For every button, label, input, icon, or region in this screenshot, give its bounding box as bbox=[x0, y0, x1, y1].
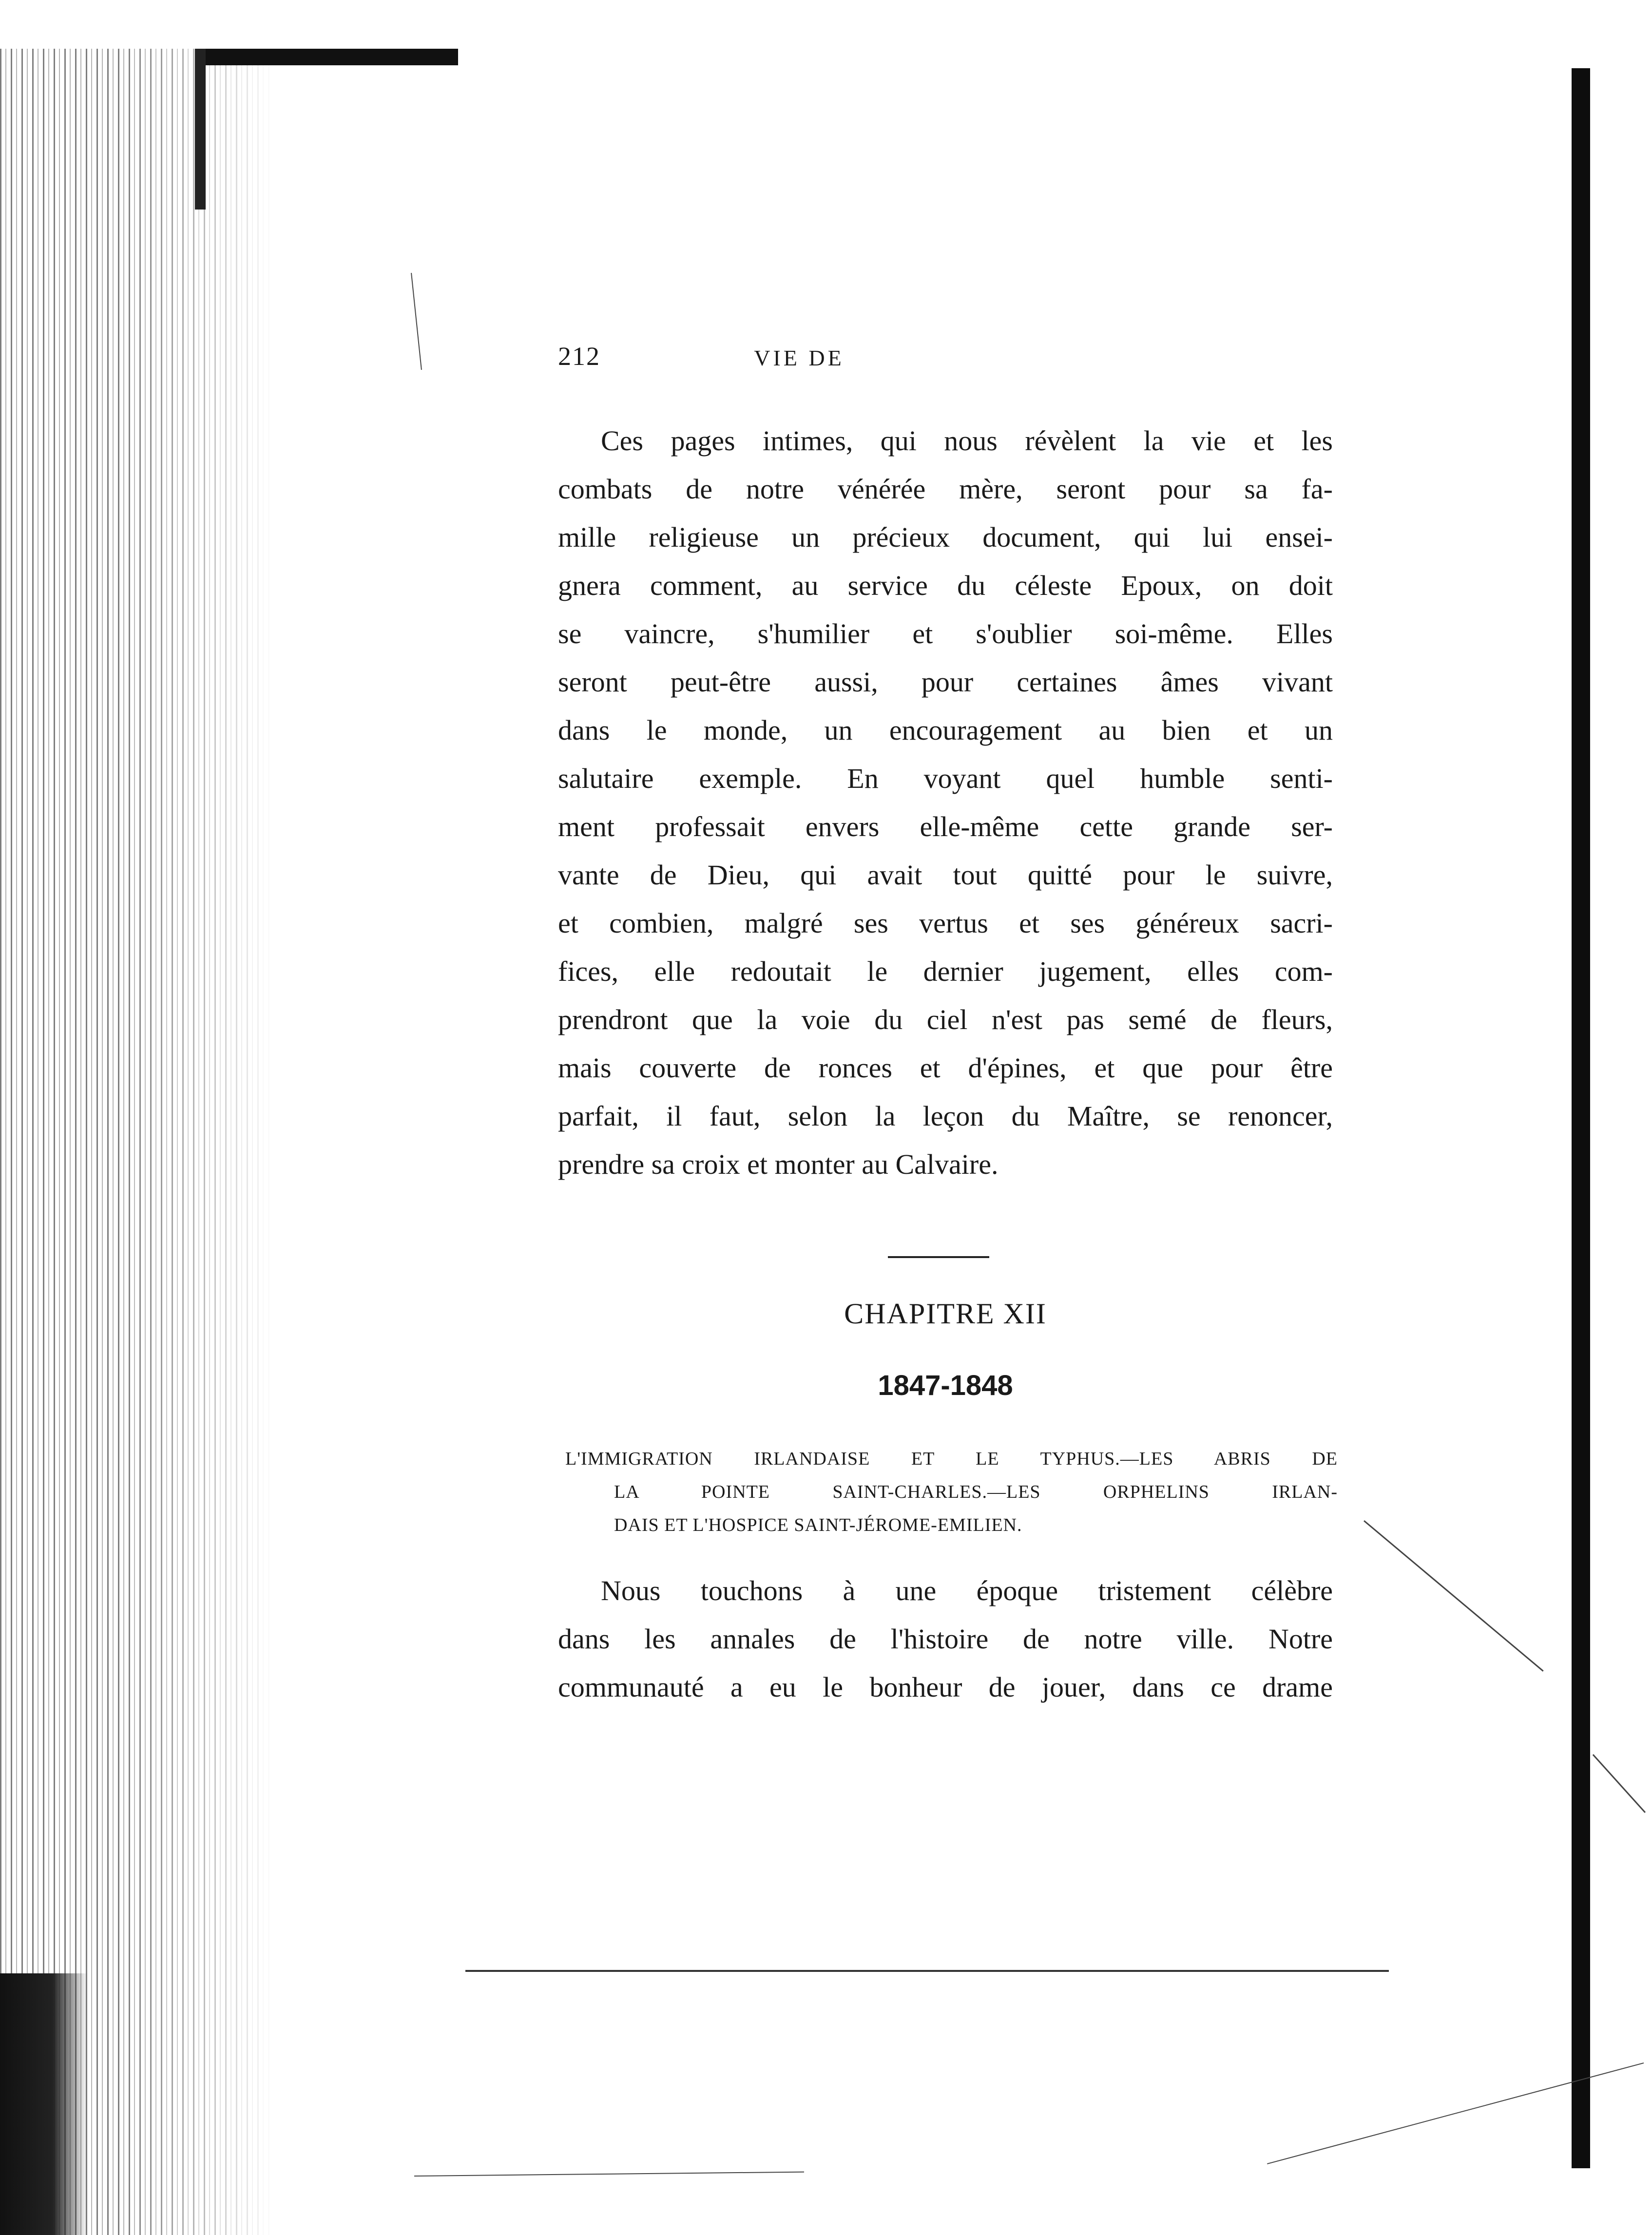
text-line: mais couverte de ronces et d'épines, et que pour être bbox=[558, 1052, 1333, 1084]
page-bottom-rule bbox=[465, 1970, 1389, 1972]
text-line: communauté a eu le bonheur de jouer, dans ce drame bbox=[558, 1671, 1333, 1703]
scan-edge-shadow bbox=[0, 49, 273, 2235]
text-line: gnera comment, au service du céleste Epoux, on doit bbox=[558, 570, 1333, 601]
chapter-years: 1847-1848 bbox=[878, 1370, 1013, 1401]
summary-line: DAIS ET L'HOSPICE SAINT-JÉROME-EMILIEN. bbox=[614, 1515, 1022, 1535]
text-line: Ces pages intimes, qui nous révèlent la vie et les bbox=[601, 425, 1333, 457]
text-line: ment professait envers elle-même cette grande ser- bbox=[558, 811, 1333, 842]
text-line: mille religieuse un précieux document, qui lui ensei- bbox=[558, 521, 1333, 553]
summary-line: L'IMMIGRATION IRLANDAISE ET LE TYPHUS.—LES ABRIS DE bbox=[565, 1449, 1338, 1469]
scan-scratch bbox=[414, 2172, 804, 2177]
text-line: seront peut-être aussi, pour certaines âmes vivant bbox=[558, 666, 1333, 698]
text-line: prendre sa croix et monter au Calvaire. bbox=[558, 1148, 999, 1180]
section-separator bbox=[888, 1256, 989, 1258]
text-line: et combien, malgré ses vertus et ses généreux sacri- bbox=[558, 907, 1333, 939]
text-line: dans les annales de l'histoire de notre ville. Notre bbox=[558, 1623, 1333, 1655]
scan-scratch bbox=[1364, 1520, 1544, 1672]
text-line: salutaire exemple. En voyant quel humble senti- bbox=[558, 763, 1333, 794]
paragraph-1 bbox=[558, 417, 1333, 1188]
summary-line: LA POINTE SAINT-CHARLES.—LES ORPHELINS IRLAN- bbox=[614, 1482, 1338, 1502]
text-line: vante de Dieu, qui avait tout quitté pour le suivre, bbox=[558, 859, 1333, 891]
scan-scratch bbox=[411, 273, 422, 370]
scan-scratch bbox=[1593, 1754, 1646, 1813]
page-number: 212 bbox=[558, 342, 600, 371]
text-line: prendront que la voie du ciel n'est pas semé de fleurs, bbox=[558, 1004, 1333, 1035]
text-line: Nous touchons à une époque tristement célèbre bbox=[601, 1575, 1333, 1606]
scan-top-bar bbox=[195, 49, 458, 65]
text-line: fices, elle redoutait le dernier jugement, elles com- bbox=[558, 955, 1333, 987]
running-title: VIE DE bbox=[754, 345, 845, 370]
scan-right-binding-bar bbox=[1572, 68, 1590, 2168]
text-line: combats de notre vénérée mère, seront pour sa fa- bbox=[558, 473, 1333, 505]
chapter-summary bbox=[565, 1442, 1338, 1542]
chapter-title: CHAPITRE XII bbox=[844, 1298, 1047, 1330]
scan-top-bar-vertical bbox=[195, 49, 206, 210]
text-line: parfait, il faut, selon la leçon du Maître, se renoncer, bbox=[558, 1100, 1333, 1132]
running-head bbox=[558, 341, 1338, 380]
text-line: se vaincre, s'humilier et s'oublier soi-même. Elles bbox=[558, 618, 1333, 649]
text-line: dans le monde, un encouragement au bien et un bbox=[558, 714, 1333, 746]
paragraph-2 bbox=[558, 1566, 1333, 1711]
scan-edge-dark-corner bbox=[0, 1973, 88, 2235]
